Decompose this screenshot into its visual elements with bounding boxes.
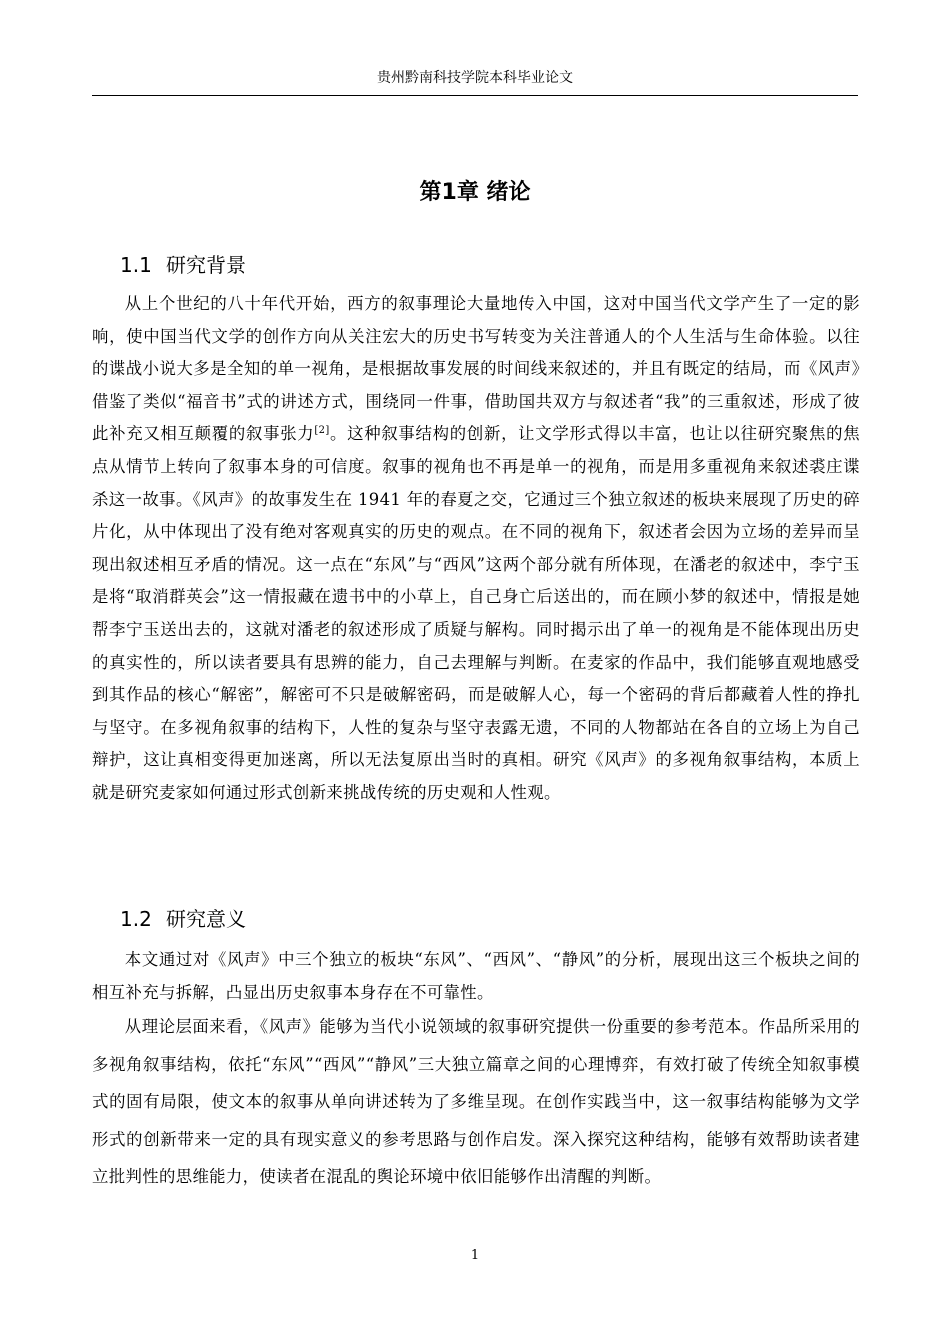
body-paragraph: 本文通过对《风声》中三个独立的板块“东风”、“西风”、“静风”的分析，展现出这三个板块之间的相互补充与拆解，凸显出历史叙事本身存在不可靠性。: [92, 950, 860, 1002]
page-number: 1: [470, 1248, 480, 1263]
paragraph-text: 从上个世纪的八十年代开始，西方的叙事理论大量地传入中国，这对中国当代文学产生了一定的影响，使中国当代文学的创作方向从关注宏大的历史书写转变为关注普通人的个人生活与生命体验。以往的谍战小说大多是全知的单一视角，是根据故事发展的时间线来叙述的，并且有既定的结局，而《风声》借鉴了类似“福音书”式的讲述方式，围绕同一件事，借助国共双方与叙述者“我”的三重叙述，形成了彼此补充又相互颠覆的叙事张力: [92, 294, 860, 444]
paragraph-text-continued: 。这种叙事结构的创新，让文学形式得以丰富，也让以往研究聚焦的焦点从情节上转向了叙事本身的可信度。叙事的视角也不再是单一的视角，而是用多重视角来叙述裘庄谍杀这一故事。《风声》的故事发生在 1941 年的春夏之交，它通过三个独立叙述的板块来展现了历史的碎片化，从中体现出了没有绝对客观真实的历史的观点。在不同的视角下，叙述者会因为立场的差异而呈现出叙述相互矛盾的情况。这一点在“东风”与“西风”这两个部分就有所体现，在潘老的叙述中，李宁玉是将“取消群英会”这一情报藏在遗书中的小草上，自己身亡后送出的，而在顾小梦的叙述中，情报是她帮李宁玉送出去的，这就对潘老的叙述形成了质疑与解构。同时揭示出了单一的视角是不能体现出历史的真实性的，所以读者要具有思辨的能力，自己去理解与判断。在麦家的作品中，我们能够直观地感受到其作品的核心“解密”，解密可不只是破解密码，而是破解人心，每一个密码的背后都藏着人性的挣扎与坚守。在多视角叙事的结构下，人性的复杂与坚守表露无遗，不同的人物都站在各自的立场上为自己辩护，这让真相变得更加迷离，所以无法复原出当时的真相。研究《风声》的多视角叙事结构，本质上就是研究麦家如何通过形式创新来挑战传统的历史观和人性观。: [92, 424, 860, 802]
citation-reference: [2]: [314, 425, 330, 437]
section-number: 1.1: [120, 253, 152, 277]
section-title-text: 研究背景: [166, 253, 246, 277]
running-header: 贵州黔南科技学院本科毕业论文: [377, 70, 573, 86]
section-heading-1-2: [120, 904, 246, 934]
body-paragraph: [92, 288, 860, 810]
body-paragraph: 从理论层面来看，《风声》能够为当代小说领域的叙事研究提供一份重要的参考范本。作品所采用的多视角叙事结构，依托“东风”“西风”“静风”三大独立篇章之间的心理博弈，有效打破了传统全知叙事模式的固有局限，使文本的叙事从单向讲述转为了多维呈现。在创作实践当中，这一叙事结构能够为文学形式的创新带来一定的具有现实意义的参考思路与创作启发。深入探究这种结构，能够有效帮助读者建立批判性的思维能力，使读者在混乱的舆论环境中依旧能够作出清醒的判断。: [92, 1017, 860, 1187]
chapter-title: 第1章 绪论: [419, 180, 531, 205]
header-divider: [92, 95, 858, 96]
section-number: 1.2: [120, 907, 152, 931]
section-title-text: 研究意义: [166, 907, 246, 931]
section-heading-1-1: [120, 250, 246, 280]
